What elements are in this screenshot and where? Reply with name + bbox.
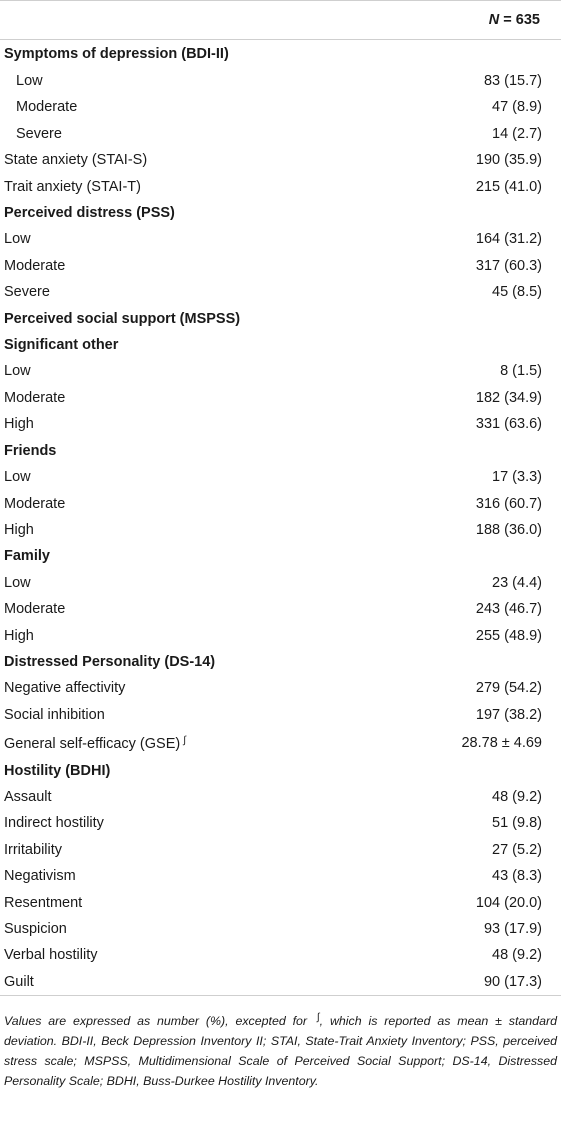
section-label (0, 200, 420, 226)
row-label (0, 570, 420, 596)
row-label-text: Hostility (BDHI) (4, 762, 111, 779)
footnote-text-end: , which is reported as mean ± standard deviation. BDI-II, Beck Depression Inventory II; STAI, State-Trait Anxiety Inventory; PSS, perceived stress scale; MSPSS, Multidimensional Scale of Perceived Social Support; DS-14, Distressed Personality Scale; BDHI, Buss-Durkee Hostility Inventory. (4, 1014, 557, 1089)
table-row (0, 863, 561, 889)
row-value (420, 543, 561, 569)
integral-footnote-mark: ∫ (183, 735, 186, 747)
row-label (0, 147, 420, 173)
row-label-text: Moderate (4, 601, 66, 618)
table-footnote (4, 1008, 557, 1091)
row-label-text: Perceived distress (PSS) (4, 205, 175, 222)
row-value: 317 (60.3) (475, 257, 542, 274)
section-label (0, 306, 420, 332)
table-row (0, 596, 561, 622)
row-label-text: Family (4, 548, 50, 565)
row-label-text: General self-efficacy (GSE) (4, 736, 181, 753)
row-value: 8 (1.5) (500, 363, 542, 380)
section-header-row (0, 758, 561, 784)
row-value: 14 (2.7) (492, 125, 542, 142)
row-label-text: Guilt (4, 973, 34, 990)
header-label-cell (0, 1, 420, 40)
row-value: 164 (31.2) (475, 231, 542, 248)
row-label-text: Symptoms of depression (BDI-II) (4, 46, 229, 62)
row-value: 28.78 ± 4.69 (461, 734, 542, 751)
row-label-text: Moderate (4, 389, 66, 406)
table-row (0, 570, 561, 596)
row-label (0, 358, 420, 384)
table-row (0, 810, 561, 836)
row-label (0, 174, 420, 200)
table-row (0, 837, 561, 863)
row-label (0, 464, 420, 490)
row-value: 43 (8.3) (492, 868, 542, 885)
row-value: 17 (3.3) (492, 469, 542, 486)
section-header-row (0, 649, 561, 675)
row-label-text: Low (4, 231, 31, 248)
row-value (420, 758, 561, 784)
table-row (0, 517, 561, 543)
section-label (0, 758, 420, 784)
sample-size-header (420, 1, 561, 40)
table-row (0, 174, 561, 200)
row-label (0, 702, 420, 728)
row-label-text: High (4, 416, 34, 433)
row-label-text: Moderate (4, 495, 66, 512)
row-value: 182 (34.9) (475, 389, 542, 406)
row-value: 104 (20.0) (475, 894, 542, 911)
section-label (0, 543, 420, 569)
row-value: 23 (4.4) (492, 574, 542, 591)
row-label (0, 675, 420, 701)
table-row (0, 121, 561, 147)
row-label (0, 969, 420, 996)
row-value: 48 (9.2) (492, 947, 542, 964)
row-label (0, 253, 420, 279)
table-row (0, 147, 561, 173)
table-row (0, 68, 561, 94)
row-value: 27 (5.2) (492, 841, 542, 858)
row-label (0, 279, 420, 305)
row-label (0, 491, 420, 517)
row-label-text: Severe (16, 125, 62, 142)
table-row (0, 385, 561, 411)
row-label (0, 916, 420, 942)
table-row (0, 464, 561, 490)
section-label (0, 332, 420, 358)
table-row (0, 253, 561, 279)
table-row (0, 226, 561, 252)
table-row (0, 411, 561, 437)
n-value: = 635 (503, 12, 540, 28)
row-value: 279 (54.2) (475, 680, 542, 697)
table-row (0, 728, 561, 757)
row-value (420, 332, 561, 358)
row-label-text: Irritability (4, 841, 63, 858)
row-label-text: Moderate (16, 99, 78, 116)
row-label-text: Trait anxiety (STAI-T) (4, 178, 141, 195)
row-label-text: Moderate (4, 257, 66, 274)
table-header (0, 1, 561, 40)
row-label-text: Negative affectivity (4, 680, 126, 697)
row-label-text: Low (4, 363, 31, 380)
row-label-text: Significant other (4, 337, 119, 354)
row-value: 255 (48.9) (475, 627, 542, 644)
footnote-text-start: Values are expressed as number (%), excepted for (4, 1014, 308, 1029)
row-label-text: Resentment (4, 894, 83, 911)
section-header-row (0, 438, 561, 464)
row-value: 215 (41.0) (475, 178, 542, 195)
row-value: 190 (35.9) (475, 152, 542, 169)
row-label (0, 837, 420, 863)
row-label (0, 863, 420, 889)
row-label-text: Low (16, 73, 43, 89)
section-header-row (0, 332, 561, 358)
table-row (0, 623, 561, 649)
table-row (0, 942, 561, 968)
table-row (0, 279, 561, 305)
row-label (0, 623, 420, 649)
row-value (420, 200, 561, 226)
table-row (0, 890, 561, 916)
section-header-row (0, 40, 561, 69)
row-label-text: Friends (4, 442, 57, 459)
row-label-text: Suspicion (4, 921, 67, 937)
table-row (0, 94, 561, 120)
row-label-text: State anxiety (STAI-S) (4, 152, 148, 169)
row-label (0, 226, 420, 252)
section-header-row (0, 200, 561, 226)
row-label (0, 517, 420, 543)
row-value: 93 (17.9) (483, 921, 542, 937)
header-row (0, 1, 561, 40)
section-label (0, 438, 420, 464)
row-value (420, 40, 561, 69)
row-label-text: Negativism (4, 868, 76, 885)
row-label-text: Assault (4, 788, 52, 805)
table-row (0, 491, 561, 517)
row-label-text: Verbal hostility (4, 947, 98, 964)
row-value: 188 (36.0) (475, 521, 542, 538)
row-value: 83 (15.7) (483, 73, 542, 89)
row-label-text: Low (4, 469, 31, 486)
row-label (0, 121, 420, 147)
row-label (0, 810, 420, 836)
row-label (0, 596, 420, 622)
row-value: 47 (8.9) (492, 99, 542, 116)
table-row (0, 675, 561, 701)
row-value: 48 (9.2) (492, 788, 542, 805)
row-label-text: Low (4, 574, 31, 591)
n-symbol: N (488, 12, 500, 28)
row-label (0, 784, 420, 810)
row-label (0, 385, 420, 411)
row-value (420, 649, 561, 675)
row-value: 316 (60.7) (475, 495, 542, 512)
table-row (0, 358, 561, 384)
row-label (0, 68, 420, 94)
table-row (0, 916, 561, 942)
section-label (0, 40, 420, 69)
table-row (0, 784, 561, 810)
row-label-text: Severe (4, 284, 50, 301)
row-label-text: Indirect hostility (4, 815, 104, 832)
table-row (0, 969, 561, 996)
row-value (420, 306, 561, 332)
row-label (0, 728, 420, 757)
row-value: 45 (8.5) (492, 284, 542, 301)
row-label-text: Perceived social support (MSPSS) (4, 310, 241, 327)
row-value: 331 (63.6) (475, 416, 542, 433)
row-value: 51 (9.8) (492, 815, 542, 832)
section-label (0, 649, 420, 675)
row-label (0, 890, 420, 916)
row-label-text: Distressed Personality (DS-14) (4, 653, 216, 670)
section-header-row (0, 306, 561, 332)
row-value (420, 438, 561, 464)
footnote-integral-mark: ∫ (316, 1012, 320, 1024)
row-value: 197 (38.2) (475, 706, 542, 723)
row-label-text: Social inhibition (4, 706, 105, 723)
row-label (0, 94, 420, 120)
row-label (0, 411, 420, 437)
table-body (0, 40, 561, 996)
row-label (0, 942, 420, 968)
row-value: 90 (17.3) (420, 969, 561, 996)
section-header-row (0, 543, 561, 569)
row-label-text: High (4, 627, 34, 644)
row-label-text: High (4, 521, 34, 538)
row-value: 243 (46.7) (475, 601, 542, 618)
table-row (0, 702, 561, 728)
